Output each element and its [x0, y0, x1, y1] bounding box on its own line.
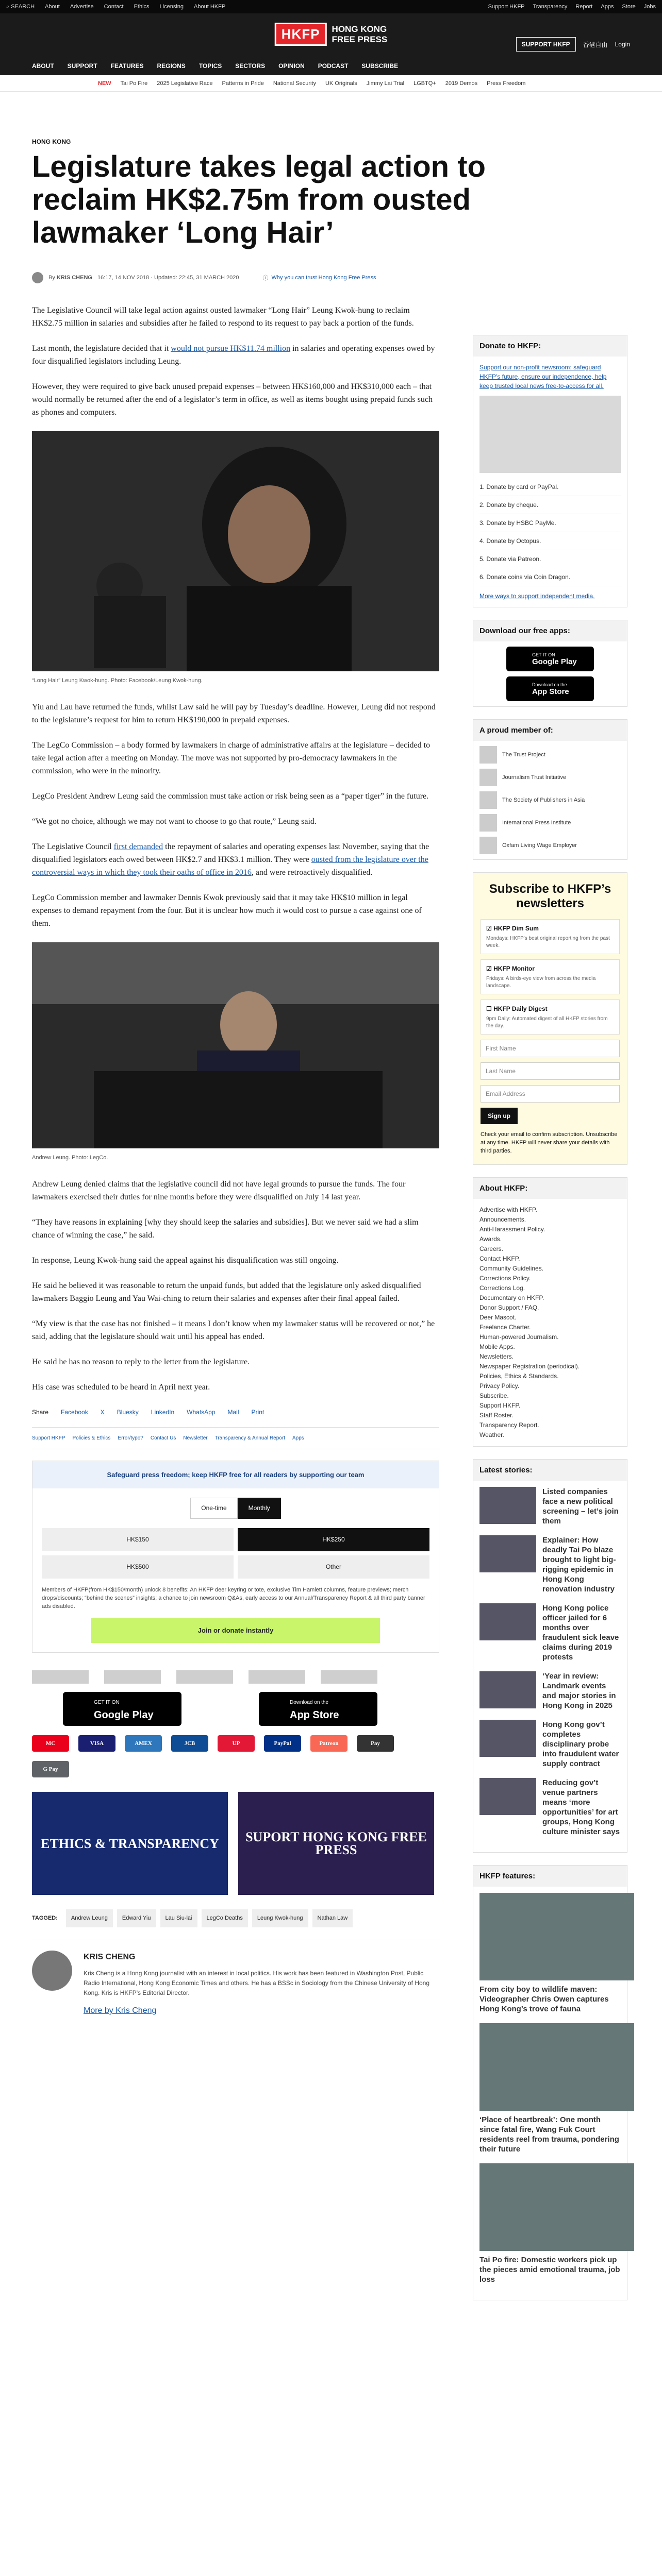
about-item[interactable]: Staff Roster. — [479, 1412, 514, 1419]
trust-project-logo — [32, 1670, 89, 1684]
oxfam-logo — [321, 1670, 377, 1684]
share-mail[interactable]: Mail — [227, 1409, 239, 1416]
sidebar-apps — [473, 620, 627, 707]
latest-list — [473, 1481, 627, 1852]
footer-link[interactable]: Support HKFP — [32, 1435, 65, 1441]
donate-option[interactable]: 4. Donate by Octopus. — [479, 532, 621, 550]
newsletter-heading: Subscribe to HKFP’s newsletters — [489, 882, 611, 910]
story-thumbnail — [479, 1603, 536, 1640]
about-item[interactable]: Human-powered Journalism. — [479, 1333, 559, 1341]
story-title[interactable]: ‘Year in review: Landmark events and major stories in Hong Kong in 2025 — [542, 1672, 616, 1710]
about-item[interactable]: Corrections Policy. — [479, 1275, 531, 1282]
sidebar-heading: A proud member of: — [473, 720, 627, 741]
share-label: Share — [32, 1409, 49, 1416]
paragraph: In response, Leung Kwok-hung said the appeal against his disqualification was still ongoing. — [32, 1256, 339, 1265]
inline-link[interactable]: ousted from the legislature over the controversial ways in which they took their oaths of office in 2016 — [32, 855, 428, 877]
photo-andrew-leung — [32, 942, 439, 1148]
amount-option[interactable]: HK$500 — [42, 1555, 234, 1579]
google-pay-icon: G Pay — [32, 1761, 69, 1777]
paragraph: The LegCo Commission – a body formed by lawmakers in charge of administrative affairs at the legislature – decided to take legal action after a meeting on Monday. The move was not supported by pro-democracy lawmakers in the commission, who were in the minority. — [32, 741, 431, 775]
story-thumbnail — [479, 1778, 536, 1815]
app-store-badge[interactable]: Download on the App Store — [259, 1692, 377, 1726]
nav-subscribe[interactable]: SUBSCRIBE — [361, 62, 399, 70]
donate-option[interactable]: 3. Donate by HSBC PayMe. — [479, 514, 621, 532]
checkbox-icon[interactable]: ☑ — [486, 965, 492, 972]
tags-row — [32, 1909, 439, 1927]
tag[interactable]: Edward Yiu — [117, 1909, 156, 1927]
about-item[interactable]: Careers. — [479, 1245, 504, 1252]
story-title[interactable]: Explainer: How deadly Tai Po blaze brought to light big-rigging epidemic in Hong Kong renovation industry — [542, 1536, 616, 1594]
story-thumbnail — [479, 1535, 536, 1572]
feature-story[interactable] — [479, 1893, 621, 2014]
top-contact[interactable]: Contact — [104, 4, 124, 10]
author-name[interactable]: KRIS CHENG — [84, 1953, 136, 1961]
inline-link[interactable]: first demanded — [113, 842, 163, 851]
amex-icon: AMEX — [125, 1735, 162, 1752]
sidebar-latest — [473, 1459, 627, 1853]
sidebar-about — [473, 1177, 627, 1447]
about-list — [473, 1199, 627, 1446]
newsletter-note: Check your email to confirm subscription. Unsubscribe at any time. HKFP will never share your details with third parties. — [481, 1131, 618, 1154]
about-item[interactable]: Awards. — [479, 1235, 502, 1243]
latest-story[interactable] — [479, 1720, 621, 1769]
about-item[interactable]: Mobile Apps. — [479, 1343, 515, 1350]
about-item[interactable]: Donor Support / FAQ. — [479, 1304, 539, 1311]
google-play-badge[interactable]: GET IT ON Google Play — [506, 647, 594, 671]
payment-logos — [32, 1735, 439, 1777]
donate-heading: Safeguard press freedom; keep HKFP free for all readers by supporting our team — [32, 1461, 439, 1488]
article-date: 16:17, 14 NOV 2018 · Updated: 22:45, 31 MARCH 2020 — [97, 275, 239, 281]
footer-link[interactable]: Newsletter — [183, 1435, 208, 1441]
story-thumbnail — [479, 1720, 536, 1757]
more-by-author[interactable]: More by Kris Cheng — [84, 2006, 157, 2015]
footer-link[interactable]: Transparency & Annual Report — [214, 1435, 285, 1441]
top-apps[interactable]: Apps — [601, 4, 614, 10]
about-item[interactable]: Community Guidelines. — [479, 1265, 544, 1272]
email-input[interactable]: Email Address — [481, 1085, 620, 1103]
paragraph: His case was scheduled to be heard in April next year. — [32, 1383, 210, 1392]
promo-banners — [32, 1792, 439, 1895]
subnav-item[interactable]: Jimmy Lai Trial — [366, 80, 405, 87]
feature-image — [479, 2163, 634, 2251]
features-list — [473, 1887, 627, 2300]
subnav-item[interactable]: UK Originals — [325, 80, 357, 87]
top-advertise[interactable]: Advertise — [70, 4, 94, 10]
login-link[interactable]: Login — [615, 41, 630, 48]
sidebar-heading: Download our free apps: — [473, 620, 627, 641]
paragraph: However, they were required to give back unused prepaid expenses – between HK$160,000 and HK$310,000 each – that would normally be returned after the end of a legislator’s term in office, as well as items bought using prepaid funds such as phones and computers. — [32, 382, 433, 417]
partner-ipi[interactable]: International Press Institute — [479, 814, 621, 832]
jcb-icon: JCB — [171, 1735, 208, 1752]
top-support[interactable]: Support HKFP — [488, 4, 525, 10]
latest-story[interactable] — [479, 1671, 621, 1710]
first-name-input[interactable]: First Name — [481, 1040, 620, 1057]
info-icon: ⓘ — [262, 275, 269, 281]
about-item[interactable]: Weather. — [479, 1431, 504, 1438]
subnav-item[interactable]: National Security — [273, 80, 316, 87]
mastercard-icon: MC — [32, 1735, 69, 1752]
donate-option[interactable]: 1. Donate by card or PayPal. — [479, 478, 621, 496]
tag[interactable]: Lau Siu-lai — [160, 1909, 197, 1927]
app-store-badge[interactable]: Download on the App Store — [506, 676, 594, 701]
about-item[interactable]: Documentary on HKFP. — [479, 1294, 544, 1301]
paragraph: Last month, the legislature decided that it would not pursue HK$11.74 million in salaries and operating expenses owed by four disqualified legislators including Leung. — [32, 344, 435, 366]
author-link[interactable]: KRIS CHENG — [56, 275, 92, 281]
partner-jti[interactable]: Journalism Trust Initiative — [479, 769, 621, 786]
story-thumbnail — [479, 1671, 536, 1708]
latest-story[interactable] — [479, 1535, 621, 1594]
nav-about[interactable]: ABOUT — [32, 62, 54, 70]
last-name-input[interactable]: Last Name — [481, 1062, 620, 1080]
tag[interactable]: Nathan Law — [312, 1909, 353, 1927]
checkbox-icon[interactable]: ☑ — [486, 925, 492, 932]
sidebar-heading: Latest stories: — [473, 1460, 627, 1481]
about-item[interactable]: Contact HKFP. — [479, 1255, 520, 1262]
top-ethics[interactable]: Ethics — [134, 4, 150, 10]
sidebar-features — [473, 1865, 627, 2300]
sidebar-heading: Donate to HKFP: — [473, 335, 627, 357]
latest-story[interactable] — [479, 1487, 621, 1526]
search-icon[interactable]: ⌕ SEARCH — [6, 3, 35, 10]
share-print[interactable]: Print — [251, 1409, 264, 1416]
more-ways-link[interactable]: More ways to support independent media. — [479, 592, 595, 600]
amount-option[interactable]: Other — [238, 1555, 429, 1579]
feature-story[interactable] — [479, 2163, 621, 2284]
newsletter-option[interactable]: ☐ HKFP Daily Digest 9pm Daily: Automated digest of all HKFP stories from the day. — [481, 999, 620, 1035]
donate-image — [479, 396, 621, 473]
newsletter-option[interactable]: ☑ HKFP Dim Sum Mondays: HKFP's best original reporting from the past week. — [481, 919, 620, 954]
latest-story[interactable] — [479, 1778, 621, 1837]
paypal-icon: PayPal — [264, 1735, 301, 1752]
support-banner[interactable]: SUPORT HONG KONG FREE PRESS — [238, 1792, 434, 1895]
subnav-item[interactable]: Press Freedom — [487, 80, 526, 87]
share-bar — [32, 1406, 439, 1419]
top-store[interactable]: Store — [622, 4, 636, 10]
photo-leung-kwok-hung — [32, 431, 439, 671]
patreon-icon: Patreon — [310, 1735, 347, 1752]
paragraph: He said he believed it was reasonable to return the unpaid funds, but added that the legislature only asked disqualified lawmakers Baggio Leung and Yau Wai-ching to return their salaries and expenses after their final appeal failed. — [32, 1281, 421, 1303]
feature-story[interactable] — [479, 2023, 621, 2154]
lang-link[interactable]: 香港自由 — [583, 41, 608, 48]
donate-option[interactable]: 6. Donate coins via Coin Dragon. — [479, 568, 621, 586]
unionpay-icon: UP — [218, 1735, 255, 1752]
subnav-item[interactable]: LGBTQ+ — [413, 80, 436, 87]
tag[interactable]: Leung Kwok-hung — [252, 1909, 308, 1927]
partner-oxfam[interactable]: Oxfam Living Wage Employer — [479, 837, 621, 854]
sidebar-heading: About HKFP: — [473, 1178, 627, 1199]
feature-image — [479, 2023, 634, 2111]
sidebar-heading: HKFP features: — [473, 1866, 627, 1887]
member-logos-row — [32, 1670, 439, 1684]
donate-option[interactable]: 5. Donate via Patreon. — [479, 550, 621, 568]
story-title[interactable]: Hong Kong gov’t completes disciplinary probe into fraudulent water supply contract — [542, 1720, 619, 1768]
about-item[interactable]: Subscribe. — [479, 1392, 509, 1399]
about-item[interactable]: Privacy Policy. — [479, 1382, 520, 1389]
partner-sopa[interactable]: The Society of Publishers in Asia — [479, 791, 621, 809]
share-facebook[interactable]: Facebook — [61, 1409, 88, 1416]
site-logo[interactable]: HKFP HONG KONG FREE PRESS — [275, 23, 387, 46]
author-bio: Kris Cheng is a Hong Kong journalist with an interest in local politics. His work has been featured in Washington Post, Public Radio International, Hong Kong Economic Times and others. He has a BSSc in Sociology from the Chinese University of Hong Kong. Kris is HKFP's Editorial Director. — [84, 1970, 430, 1996]
tags-label: TAGGED: — [32, 1915, 58, 1921]
paragraph: Andrew Leung denied claims that the legislative council did not have legal grounds to pursue the funds. The four lawmakers exercised their duties for nine months before they were disqualified on July 14 last year. — [32, 1180, 406, 1201]
nav-sectors[interactable]: SECTORS — [235, 62, 266, 70]
footer-link[interactable]: Apps — [292, 1435, 304, 1441]
ethics-banner[interactable]: ETHICS & TRANSPARENCY — [32, 1792, 228, 1895]
paragraph: The Legislative Council will take legal action against ousted lawmaker “Long Hair” Leung Kwok-hung to reclaim HK$2.75 million in salaries and subsidies after he failed to respond to its request to pay back a portion of the funds. — [32, 306, 414, 328]
about-item[interactable]: Newsletters. — [479, 1353, 514, 1360]
newsletter-signup — [473, 872, 627, 1165]
paragraph: LegCo President Andrew Leung said the commission must take action or risk being seen as a “paper tiger” in the future. — [32, 792, 429, 801]
feature-title[interactable]: From city boy to wildlife maven: Videographer Chris Owen captures Hong Kong’s trove of fauna — [479, 1985, 609, 2013]
sidebar — [473, 335, 627, 2313]
share-whatsapp[interactable]: WhatsApp — [187, 1409, 216, 1416]
photo-caption: Andrew Leung. Photo: LegCo. — [32, 1155, 108, 1161]
top-bar — [0, 0, 662, 13]
jti-logo — [104, 1670, 161, 1684]
story-title[interactable]: Reducing gov’t venue partners means ‘more opportunities’ for art groups, Hong Kong culture minister says — [542, 1778, 620, 1836]
paragraph: LegCo Commission member and lawmaker Dennis Kwok previously said that it may take HK$10 million in legal expenses to demand repayment from the four. But it is unclear how much it would cost to pursue a case against one of them. — [32, 893, 422, 928]
about-item[interactable]: Freelance Charter. — [479, 1324, 531, 1331]
article-body — [32, 304, 439, 2017]
article-headline: Legislature takes legal action to reclaim HK$2.75m from ousted lawmaker ‘Long Hair’ — [32, 150, 486, 249]
onetime-tab[interactable]: One-time — [190, 1498, 237, 1519]
subnav-item[interactable]: Tai Po Fire — [120, 80, 148, 87]
frequency-toggle — [42, 1498, 429, 1519]
inline-link[interactable]: would not pursue HK$11.74 million — [171, 344, 291, 353]
story-thumbnail — [479, 1487, 536, 1524]
top-transparency[interactable]: Transparency — [533, 4, 568, 10]
visa-icon: VISA — [78, 1735, 115, 1752]
logo-mark: HKFP — [275, 23, 327, 46]
sub-nav — [0, 75, 662, 92]
main-nav — [0, 57, 662, 75]
partner-trust-project[interactable]: The Trust Project — [479, 746, 621, 764]
footer-link[interactable]: Policies & Ethics — [72, 1435, 111, 1441]
app-badges — [32, 1692, 439, 1726]
share-bluesky[interactable]: Bluesky — [117, 1409, 139, 1416]
about-item[interactable]: Deer Mascot. — [479, 1314, 517, 1321]
sidebar-member — [473, 719, 627, 860]
subnav-item[interactable]: 2019 Demos — [445, 80, 478, 87]
author-avatar — [32, 272, 43, 283]
about-item[interactable]: Advertise with HKFP. — [479, 1206, 537, 1213]
about-item[interactable]: Transparency Report. — [479, 1421, 539, 1429]
article-footer-links — [32, 1427, 439, 1449]
share-x[interactable]: X — [100, 1409, 105, 1416]
top-licensing[interactable]: Licensing — [159, 4, 184, 10]
support-hkfp-button[interactable]: SUPPORT HKFP — [516, 37, 576, 52]
tag[interactable]: Andrew Leung — [66, 1909, 113, 1927]
nav-podcast[interactable]: PODCAST — [318, 62, 349, 70]
about-item[interactable]: Newspaper Registration (periodical). — [479, 1363, 580, 1370]
feature-image — [479, 1893, 634, 1980]
share-linkedin[interactable]: LinkedIn — [151, 1409, 175, 1416]
photo-caption: “Long Hair” Leung Kwok-hung. Photo: Facebook/Leung Kwok-hung. — [32, 677, 203, 684]
donate-intro-link[interactable]: Support our non-profit newsroom: safeguard HKFP's future, ensure our independence, help keep trusted local news free-to-access for all. — [479, 364, 607, 389]
tag[interactable]: LegCo Deaths — [202, 1909, 248, 1927]
nav-features[interactable]: FEATURES — [110, 62, 144, 70]
about-item[interactable]: Support HKFP. — [479, 1402, 521, 1409]
amount-option-selected[interactable]: HK$250 — [238, 1528, 429, 1551]
author-box — [32, 1940, 439, 2017]
join-donate-button[interactable]: Join or donate instantly — [91, 1618, 380, 1643]
story-title[interactable]: Listed companies face a new political screening – let’s join them — [542, 1487, 619, 1526]
article-category[interactable]: HONG KONG — [32, 138, 71, 145]
site-header — [0, 13, 662, 75]
paragraph: “They have reasons in explaining [why they should keep the salaries and subsidies]. But we never said we had a slim chance of winning the case,” he said. — [32, 1218, 419, 1240]
about-item[interactable]: Anti-Harassment Policy. — [479, 1226, 545, 1233]
paragraph: He said he has no reason to reply to the letter from the legislature. — [32, 1358, 250, 1366]
donate-option[interactable]: 2. Donate by cheque. — [479, 496, 621, 514]
photo-art — [32, 942, 439, 1148]
ipi-logo — [249, 1670, 305, 1684]
author-photo — [32, 1951, 72, 1991]
top-about[interactable]: About — [45, 4, 60, 10]
monthly-tab[interactable]: Monthly — [238, 1498, 281, 1519]
paragraph: “We got no choice, although we may not want to choose to go that route,” Leung said. — [32, 817, 317, 826]
paragraph: “My view is that the case has not finished – it means I don’t know when my lawmaker status will be recovered or not,” he said, adding that the legislature should wait until his appeal has ended. — [32, 1319, 435, 1341]
footer-link[interactable]: Contact Us — [150, 1435, 176, 1441]
amount-option[interactable]: HK$150 — [42, 1528, 234, 1551]
checkbox-icon[interactable]: ☐ — [486, 1005, 492, 1012]
sopa-logo — [176, 1670, 233, 1684]
nav-support[interactable]: SUPPORT — [67, 62, 97, 70]
signup-button[interactable]: Sign up — [481, 1108, 518, 1124]
nav-opinion[interactable]: OPINION — [278, 62, 305, 70]
google-play-badge[interactable]: GET IT ON Google Play — [63, 1692, 181, 1726]
subnav-item[interactable]: 2025 Legislative Race — [157, 80, 213, 87]
photo-art — [32, 431, 439, 671]
paragraph: The Legislative Council first demanded the repayment of salaries and operating expenses last November, saying that the disqualified legislators each owed between HK$2.7 and HK$3.1 million. They were ousted from the legislature over the controversial ways in which they took their oaths of office in 2016, and were retroactively disqualified. — [32, 842, 429, 877]
byline: By KRIS CHENG 16:17, 14 NOV 2018 · Updated: 22:45, 31 MARCH 2020 ⓘ Why you can trust Hong Kong Free Press — [32, 272, 376, 283]
subnav-item[interactable]: Patterns in Pride — [222, 80, 264, 87]
top-report[interactable]: Report — [575, 4, 593, 10]
nav-topics[interactable]: TOPICS — [198, 62, 222, 70]
newsletter-option[interactable]: ☑ HKFP Monitor Fridays: A birds-eye view from across the media landscape. — [481, 959, 620, 994]
latest-story[interactable] — [479, 1603, 621, 1662]
about-item[interactable]: Announcements. — [479, 1216, 526, 1223]
footer-link[interactable]: Error/typo? — [118, 1435, 143, 1441]
story-title[interactable]: Hong Kong police officer jailed for 6 months over fraudulent sick leave claims during 2019 protests — [542, 1604, 619, 1662]
sidebar-donate — [473, 335, 627, 607]
donate-note: Members of HKFP(from HK$150/month) unlock 8 benefits: An HKFP deer keyring or tote, exclusive Tim Hamlett columns, feature previews; merch drops/discounts; “behind the scenes” insights; a chance to join newsroom Q&As, early access to our Annual/Transparency Report & all third party banner ads disabled. — [42, 1587, 425, 1609]
feature-title[interactable]: ‘Place of heartbreak’: One month since fatal fire, Wang Fuk Court residents reel from trauma, pondering their future — [479, 2115, 619, 2154]
feature-title[interactable]: Tai Po fire: Domestic workers pick up the pieces amid emotional trauma, job loss — [479, 2256, 620, 2284]
amount-options — [42, 1528, 429, 1579]
top-jobs[interactable]: Jobs — [643, 4, 656, 10]
about-item[interactable]: Corrections Log. — [479, 1284, 525, 1292]
nav-regions[interactable]: REGIONS — [157, 62, 186, 70]
top-about-hkfp[interactable]: About HKFP — [194, 4, 226, 10]
new-badge: NEW — [98, 80, 111, 87]
donate-box — [32, 1461, 439, 1653]
apple-pay-icon: Pay — [357, 1735, 394, 1752]
trust-link[interactable]: ⓘ Why you can trust Hong Kong Free Press — [262, 275, 376, 281]
about-item[interactable]: Policies, Ethics & Standards. — [479, 1372, 559, 1380]
paragraph: Yiu and Lau have returned the funds, whilst Law said he will pay by Tuesday’s deadline. However, Leung did not respond to the legislature’s request for him to return HK$190,000 in prepaid expenses. — [32, 703, 436, 724]
